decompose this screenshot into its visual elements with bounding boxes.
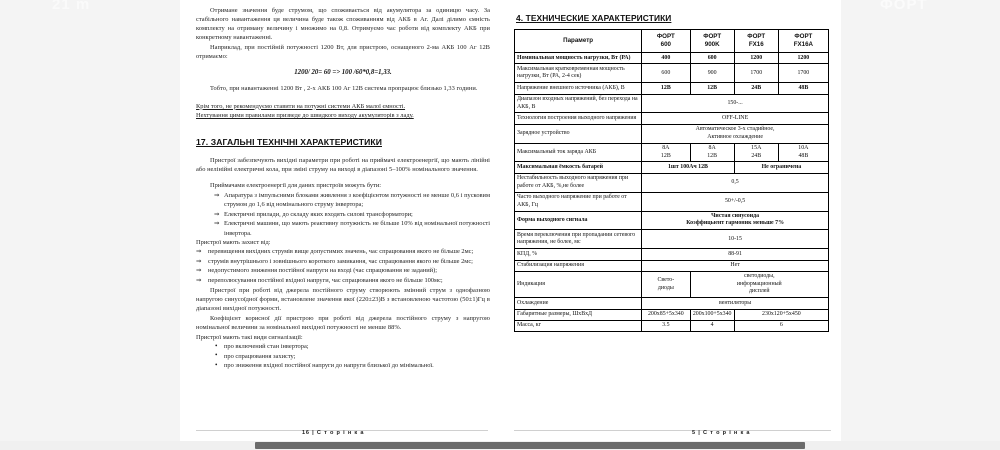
paragraph-efficiency: Коефіцієнт корисної дії пристрою при роботі від джерела постійного струму з напругою номінальної величини за номінальної вихідної потужності не менше 88%. xyxy=(196,314,490,331)
table-cell-label: КПД, % xyxy=(515,249,642,260)
arrow-icon: ⇒ xyxy=(214,192,220,200)
list-item xyxy=(196,342,490,351)
table-cell-value: 400 xyxy=(642,53,690,64)
paragraph-ac-output: Пристрої при роботі від джерела постійного струму створюють змінний струм з однофазною напругою синусоїдної форми, встановлене значення якої (220±23)В з встановленою частотою (50±1)Гц в діапазоні вихідної потужності. xyxy=(196,286,490,312)
column-header-line2: FX16A xyxy=(793,41,813,48)
paragraph-result: Тобто, при навантаженні 1200 Вт , 2-х АКБ 100 Аг 12В система пропрацює близько 1,33 години. xyxy=(210,84,478,92)
table-cell-value: 8А 12В xyxy=(642,143,690,162)
arrow-icon: ⇒ xyxy=(196,248,202,256)
table-cell-value: 48В xyxy=(778,83,828,94)
page-number-left: 16 | С т о р і н к а xyxy=(302,430,365,436)
list-item xyxy=(196,276,490,285)
table-cell-label: Диапазон входных напряжений, без перехода на АКБ, В xyxy=(515,94,642,113)
table-cell-value: 200х85+5х340 xyxy=(642,309,690,320)
table-row xyxy=(515,298,829,309)
table-cell-label: Охлаждение xyxy=(515,298,642,309)
table-row xyxy=(515,260,829,271)
list-signalling xyxy=(196,342,490,370)
table-row xyxy=(515,271,829,297)
list-item xyxy=(196,191,490,209)
table-cell-label: Стабилизация напряжения xyxy=(515,260,642,271)
table-row xyxy=(515,173,829,192)
list-item xyxy=(196,361,490,370)
lead-signalling: Пристрої мають такі види сигналізації: xyxy=(196,334,303,342)
table-cell-value: 50+/-0,5 xyxy=(642,192,829,211)
table-cell-value: 150-... xyxy=(642,94,829,113)
table-cell-label: Нестабильность выходного напряжения при работе от АКБ, %,не более xyxy=(515,173,642,192)
table-cell-value: Нет xyxy=(642,260,829,271)
table-cell-value: 1700 xyxy=(734,64,778,83)
watermark-left: 21 m xyxy=(52,0,91,13)
list-item xyxy=(196,247,490,256)
table-cell-value: 900 xyxy=(690,64,734,83)
table-cell-value: вентиляторы xyxy=(642,298,829,309)
table-cell-value: светодиоды, информационный дисплей xyxy=(690,271,828,297)
list-item-label: Електричні прилади, до складу яких входять силові трансформатори; xyxy=(224,210,413,218)
table-cell-value: 1200 xyxy=(778,53,828,64)
table-row xyxy=(515,249,829,260)
table-cell-value: 10А 48В xyxy=(778,143,828,162)
list-item xyxy=(196,352,490,361)
horizontal-scrollbar-track[interactable] xyxy=(0,441,1000,450)
table-row xyxy=(515,309,829,320)
column-header-fortfx16a xyxy=(778,30,828,53)
table-body xyxy=(515,53,829,332)
table-cell-value: 600 xyxy=(642,64,690,83)
arrow-icon: ⇒ xyxy=(196,267,202,275)
table-cell-label: Максимальный ток заряда АКБ xyxy=(515,143,642,162)
table-cell-value: 4 xyxy=(690,320,734,331)
table-cell-value: 10-15 xyxy=(642,230,829,249)
page-number-right: 5 | С т о р і н к а xyxy=(692,430,751,436)
warning-line-1: Крім того, не рекомендуємо ставити на потужні системи АКБ малої ємності. xyxy=(196,102,406,110)
document-page-left xyxy=(180,0,504,443)
table-cell-label: Время переключения при пропадании сетевого напряжения, не более, мс xyxy=(515,230,642,249)
dot-icon: • xyxy=(215,351,218,360)
table-cell-value: 12В xyxy=(642,83,690,94)
column-header-line1: ФОРТ xyxy=(656,33,675,40)
table-cell-label: Напряжение внешнего источника (АКБ), В xyxy=(515,83,642,94)
column-header-line1: ФОРТ xyxy=(703,33,722,40)
table-cell-label: Номинальная мощность нагрузки, Вт (РА) xyxy=(515,53,642,64)
table-row xyxy=(515,64,829,83)
paragraph-battery-current: Отримане значення буде струмом, що споживається від акумулятора за одиницю часу. За стабільного навантаження ця величина буде також споживанням від АКБ в Аг. Далі ділимо ємність комплекту на отриману величину і множимо на 0,8. Отримуємо час роботи від комплекту АКБ при конкретному навантаженні. xyxy=(196,7,490,42)
lead-protection: Пристрої мають захист від: xyxy=(196,239,271,247)
table-row xyxy=(515,83,829,94)
table-cell-label: Максимальная кратковременная мощность нагрузки, Вт (РА, 2-4 сек) xyxy=(515,64,642,83)
table-cell-label: Габаритные размеры, ШхВхД xyxy=(515,309,642,320)
warning-line-2: Нехтування цими правилами призведе до швидкого виходу акумуляторів з ладу. xyxy=(196,112,414,120)
table-cell-value: 15А 24В xyxy=(734,143,778,162)
formula-runtime: 1200/ 20= 60 => 100 /60*0,8=1,33. xyxy=(294,68,392,76)
table-cell-value: 600 xyxy=(690,53,734,64)
arrow-icon: ⇒ xyxy=(196,257,202,265)
table-cell-value: Чистая синусоида Коэффицыент гармоник меньше 7% xyxy=(642,211,829,230)
paragraph-example-intro: Наприклад, при постійній потужності 1200 Вт, для пристрою, оснащеного 2-ма АКБ 100 Аг 12В отримаємо: xyxy=(196,44,490,61)
column-header-line1: ФОРТ xyxy=(794,33,813,40)
table-row xyxy=(515,113,829,124)
column-header-line2: FX16 xyxy=(748,41,764,48)
column-header-fort600 xyxy=(642,30,690,53)
table-cell-value: Не ограничена xyxy=(734,162,828,173)
column-header-line2: 600 xyxy=(660,41,671,48)
dot-icon: • xyxy=(215,360,218,369)
table-row xyxy=(515,320,829,331)
list-receivers xyxy=(196,191,490,237)
list-item-label: недопустимого зниження постійної напруги на вході (час спрацювання не заданий); xyxy=(208,267,437,275)
column-header-line1: ФОРТ xyxy=(747,33,766,40)
watermark-right: ФОРТ xyxy=(880,0,928,13)
table-row xyxy=(515,192,829,211)
list-item xyxy=(196,257,490,266)
specifications-table xyxy=(514,29,829,332)
table-row xyxy=(515,53,829,64)
section-title-technical-specs: 4. ТЕХНИЧЕСКИЕ ХАРАКТЕРИСТИКИ xyxy=(516,13,672,23)
list-protection xyxy=(196,247,490,285)
table-header-row xyxy=(515,30,829,53)
table-row xyxy=(515,211,829,230)
list-item xyxy=(196,266,490,275)
column-header-parameter: Параметр xyxy=(515,30,642,53)
table-cell-value: 230х120+5х450 xyxy=(734,309,828,320)
table-row xyxy=(515,162,829,173)
lead-receivers: Приймачами електроенергії для даних пристроїв можуть бути: xyxy=(210,182,382,190)
table-cell-value: 200х100+5х340 xyxy=(690,309,734,320)
table-row xyxy=(515,124,829,143)
table-cell-value: 88-91 xyxy=(642,249,829,260)
dot-icon: • xyxy=(215,341,218,350)
table-cell-value: 1шт 100Ач 12В xyxy=(642,162,735,173)
paragraph-output-params: Пристрої забезпечують вихідні параметри при роботі на приймачі електроенергії, що мають лінійні або нелінійні електричні кола, при зміні струму на виході в діапазоні 5–100% номінального значення. xyxy=(196,156,490,173)
column-header-fort900k xyxy=(690,30,734,53)
table-cell-value: 3.5 xyxy=(642,320,690,331)
section-title-general-specs: 17. ЗАГАЛЬНІ ТЕХНІЧНІ ХАРАКТЕРИСТИКИ xyxy=(196,136,382,147)
table-cell-value: Автоматическое 3-х стадийное, Активное охлаждение xyxy=(642,124,829,143)
table-cell-label: Часто выходного напряжение при работе от АКБ, Гц xyxy=(515,192,642,211)
column-header-fortfx16 xyxy=(734,30,778,53)
table-cell-value: OFF-LINE xyxy=(642,113,829,124)
list-item-label: про спрацювання захисту; xyxy=(224,352,296,360)
table-cell-label: Индикация xyxy=(515,271,642,297)
footer-divider-right xyxy=(514,430,831,431)
list-item-label: перевищення вихідних струмів вище допустимих значень, час спрацювання якого не більше 2мс; xyxy=(208,248,474,256)
table-cell-label: Масса, кг xyxy=(515,320,642,331)
column-header-line2: 900K xyxy=(704,41,720,48)
warning-block xyxy=(196,102,490,121)
list-item-label: про зниження вхідної постійної напруги до напруги близької до мінімальної. xyxy=(224,362,434,370)
table-cell-value: 1700 xyxy=(778,64,828,83)
table-cell-value: 8А 12В xyxy=(690,143,734,162)
table-cell-value: 0,5 xyxy=(642,173,829,192)
table-cell-value: 24В xyxy=(734,83,778,94)
table-cell-label: Зарядное устройство xyxy=(515,124,642,143)
table-cell-label: Максимальная ёмкость батарей xyxy=(515,162,642,173)
list-item xyxy=(196,219,490,237)
table-row xyxy=(515,94,829,113)
table-cell-label: Форма выходного сигнала xyxy=(515,211,642,230)
arrow-icon: ⇒ xyxy=(214,220,220,228)
table-row xyxy=(515,143,829,162)
list-item-label: струмів внутрішнього і зовнішнього короткого замикання, час спрацювання якого не більше 2мс; xyxy=(208,257,473,265)
list-item-label: Електричні машини, що мають реактивну потужність не більше 10% від номінальної потужності інвертора. xyxy=(224,220,490,237)
arrow-icon: ⇒ xyxy=(196,276,202,284)
list-item-label: Апаратура з імпульсними блоками живлення з коефіцієнтом потужності не менше 0,6 і пусковим струмом до 1,6 від номінального струму інвертора; xyxy=(224,192,490,209)
arrow-icon: ⇒ xyxy=(214,210,220,218)
table-cell-label: Технология построения выходного напряжения xyxy=(515,113,642,124)
list-item-label: переполюсування постійної вхідної напруги, час спрацювання якого не більше 100мс; xyxy=(208,276,443,284)
table-cell-value: 6 xyxy=(734,320,828,331)
table-cell-value: Свето- диоды xyxy=(642,271,690,297)
list-item-label: про включений стан інвертора; xyxy=(224,343,309,351)
horizontal-scrollbar-thumb[interactable] xyxy=(255,442,805,449)
table-cell-value: 12В xyxy=(690,83,734,94)
document-page-right xyxy=(504,0,841,443)
table-cell-value: 1200 xyxy=(734,53,778,64)
table-row xyxy=(515,230,829,249)
list-item xyxy=(196,210,490,219)
